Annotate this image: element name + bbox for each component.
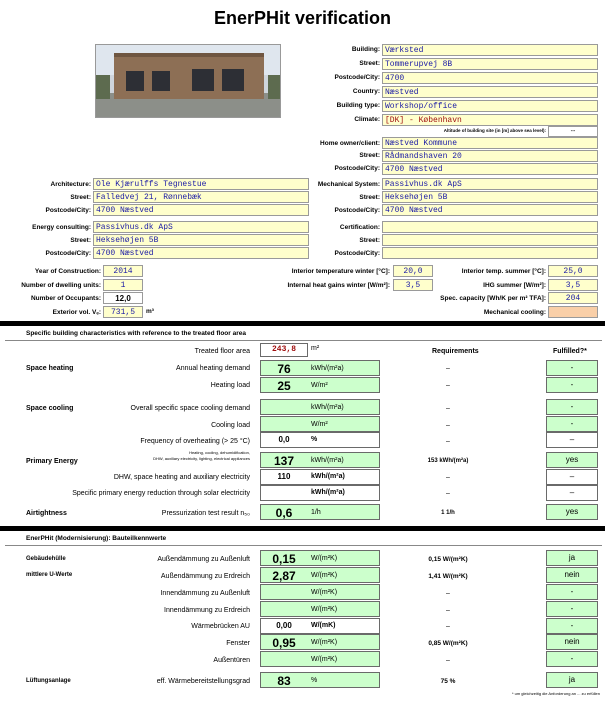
mech-postcode-label: Postcode/City: (334, 207, 380, 214)
aa-value: 0,15 (272, 552, 296, 566)
cooling-demand-unit: kWh/(m²a) (311, 404, 344, 411)
section-separator (0, 321, 605, 326)
solar-req: – (446, 490, 450, 497)
country-label: Country: (352, 88, 380, 95)
cert-postcode-field[interactable] (382, 247, 598, 259)
architecture-label: Architecture: (50, 181, 91, 188)
wrg-req: 75 % (440, 678, 456, 685)
dhw-box (260, 469, 380, 485)
primary-energy-req: 153 kWh/(m²a) (427, 458, 469, 464)
section2-title: EnerPHit (Modernisierung): Bauteilkennwerte (26, 535, 167, 542)
primary-energy-value: 137 (273, 454, 295, 468)
heating-load-req: – (446, 382, 450, 389)
ec-postcode-label: Postcode/City: (45, 250, 91, 257)
temp-winter-label: Interior temperature winter [°C]: (291, 268, 390, 275)
pressurization-value: 0,6 (275, 506, 293, 520)
heat-gains-field[interactable]: 3,5 (393, 279, 433, 291)
primary-energy-fulfilled: yes (546, 452, 598, 468)
ia-box (260, 584, 380, 600)
tfa-unit: m² (311, 345, 320, 352)
mechanical-label: Mechanical System: (317, 181, 380, 188)
owner-street-field[interactable]: Rådmandshaven 20 (382, 150, 598, 162)
gebaeudehuelle-category: Gebäudehülle (26, 556, 66, 562)
fe-fulfilled: nein (546, 634, 598, 650)
ae-box (260, 567, 380, 583)
space-heating-category: Space heating (26, 365, 74, 372)
country-field[interactable]: Næstved (382, 86, 598, 98)
arch-street-field[interactable]: Falledvej 21, Rønnebæk (93, 191, 309, 203)
overheating-box (260, 432, 380, 448)
aa-fulfilled: ja (546, 550, 598, 566)
occupants-field[interactable]: 12,0 (103, 292, 143, 304)
pressurization-unit: 1/h (311, 509, 321, 516)
wb-label: Wärmebrücken AU (191, 623, 250, 630)
temp-summer-label: Interior temp. summer [°C]: (461, 268, 546, 275)
heating-load-label: Heating load (210, 382, 250, 389)
cooling-demand-req: – (446, 405, 450, 412)
energy-consulting-field[interactable]: Passivhus.dk ApS (93, 221, 309, 233)
building-type-field[interactable]: Workshop/office (382, 100, 598, 112)
temp-summer-field[interactable]: 25,0 (548, 265, 598, 277)
ec-street-field[interactable]: Heksehøjen 5B (93, 234, 309, 246)
fe-unit: W/(m²K) (311, 639, 338, 646)
at-req: – (446, 657, 450, 664)
footnote: * um gleichzeitig die Anforderung an ... zu erfüllen (511, 691, 600, 696)
primary-energy-category: Primary Energy (26, 458, 78, 465)
mech-cooling-field[interactable] (548, 306, 598, 318)
ae-label: Außendämmung zu Erdreich (160, 573, 250, 580)
climate-field[interactable] (382, 114, 598, 126)
overheating-fulfilled: – (546, 432, 598, 448)
temp-winter-field[interactable]: 20,0 (393, 265, 433, 277)
ie-req: – (446, 607, 450, 614)
dhw-fulfilled: – (546, 469, 598, 485)
ae-req: 1,41 W/(m²K) (428, 573, 468, 580)
heat-gains-label: Internal heat gains winter [W/m²]: (287, 282, 390, 289)
ia-unit: W/(m²K) (311, 589, 338, 596)
fe-req: 0,85 W/(m²K) (428, 640, 468, 647)
wrg-value: 83 (277, 674, 291, 688)
wb-box (260, 618, 380, 634)
solar-label: Specific primary energy reduction through solar electricity (72, 490, 250, 497)
wrg-fulfilled: ja (546, 672, 598, 688)
dwellings-field[interactable]: 1 (103, 279, 143, 291)
mechanical-field[interactable]: Passivhus.dk ApS (382, 178, 598, 190)
cert-street-field[interactable] (382, 234, 598, 246)
heating-load-unit: W/m² (311, 382, 328, 389)
annual-heating-box (260, 360, 380, 376)
energy-consulting-label: Energy consulting: (32, 224, 91, 231)
space-cooling-category: Space cooling (26, 405, 74, 412)
postcode-label: Postcode/City: (334, 74, 380, 81)
volume-label: Exterior vol. Vₑ: (52, 309, 101, 316)
at-unit: W/(m²K) (311, 656, 338, 663)
solar-unit: kWh/(m²a) (311, 489, 345, 496)
dhw-req: – (446, 474, 450, 481)
primary-energy-box (260, 452, 380, 468)
spec-capacity-field[interactable]: 204 (548, 292, 598, 304)
wb-value: 0,00 (276, 621, 292, 630)
ihg-summer-field[interactable]: 3,5 (548, 279, 598, 291)
overheating-label: Frequency of overheating (> 25 °C) (140, 438, 250, 445)
building-photo (95, 44, 281, 118)
aa-unit: W/(m²K) (311, 555, 338, 562)
building-label: Building: (351, 46, 380, 53)
certification-field[interactable] (382, 221, 598, 233)
fe-box (260, 634, 380, 650)
aa-label: Außendämmung zu Außenluft (157, 556, 250, 563)
arch-street-label: Street: (70, 194, 91, 201)
requirements-header: Requirements (432, 348, 479, 355)
ie-unit: W/(m²K) (311, 606, 338, 613)
wrg-label: eff. Wärmebereitstellungsgrad (156, 678, 250, 685)
heating-load-box (260, 377, 380, 393)
dwellings-label: Number of dwelling units: (21, 282, 101, 289)
annual-heating-unit: kWh/(m²a) (311, 365, 344, 372)
climate-name: - København (409, 116, 462, 125)
at-box (260, 651, 380, 667)
pressurization-req: 1 1/h (441, 510, 455, 516)
wb-fulfilled: - (546, 618, 598, 634)
ae-unit: W/(m²K) (311, 572, 338, 579)
pressurization-box (260, 504, 380, 520)
arch-postcode-field[interactable]: 4700 Næstved (93, 204, 309, 216)
solar-fulfilled: – (546, 485, 598, 501)
primary-energy-unit: kWh/(m²a) (311, 457, 344, 464)
ie-box (260, 601, 380, 617)
divider (5, 340, 602, 341)
street-label: Street: (359, 60, 380, 67)
building-type-label: Building type: (336, 102, 380, 109)
fe-label: Fenster (226, 640, 250, 647)
climate-code: [DK] (385, 116, 405, 125)
postcode-field[interactable]: 4700 (382, 72, 598, 84)
cert-postcode-label: Postcode/City: (334, 250, 380, 257)
wrg-box (260, 672, 380, 688)
architecture-field[interactable]: Ole Kjærulffs Tegnestue (93, 178, 309, 190)
cooling-load-box (260, 416, 380, 432)
year-label: Year of Construction: (34, 268, 101, 275)
ae-fulfilled: nein (546, 567, 598, 583)
fe-value: 0,95 (272, 636, 296, 650)
ia-label: Innendämmung zu Außenluft (160, 590, 250, 597)
owner-postcode-label: Postcode/City: (334, 165, 380, 172)
altitude-label: Altitude of building site (in [m] above sea level): (443, 128, 546, 133)
cooling-load-unit: W/m² (311, 421, 328, 428)
aa-req: 0,15 W/(m²K) (428, 556, 468, 563)
wb-unit: W/(mK) (311, 622, 336, 629)
year-field[interactable]: 2014 (103, 265, 143, 277)
ie-fulfilled: - (546, 601, 598, 617)
mech-street-field[interactable]: Heksehøjen 5B (382, 191, 598, 203)
ec-postcode-field[interactable]: 4700 Næstved (93, 247, 309, 259)
spec-capacity-label: Spec. capacity [Wh/K per m² TFA]: (440, 295, 546, 302)
u-werte-category: mittlere U-Werte (26, 572, 73, 578)
mech-cooling-label: Mechanical cooling: (483, 309, 546, 316)
tfa-label: Treated floor area (194, 348, 250, 355)
owner-street-label: Street: (359, 152, 380, 159)
annual-heating-fulfilled: - (546, 360, 598, 376)
cooling-load-req: – (446, 422, 450, 429)
mech-postcode-field[interactable]: 4700 Næstved (382, 204, 598, 216)
volume-unit: m³ (146, 308, 154, 315)
fulfilled-header: Fulfilled?* (553, 348, 587, 355)
heating-load-fulfilled: - (546, 377, 598, 393)
at-label: Außentüren (213, 657, 250, 664)
ia-fulfilled: - (546, 584, 598, 600)
occupants-label: Number of Occupants: (30, 295, 101, 302)
solar-box (260, 485, 380, 501)
cooling-load-fulfilled: - (546, 416, 598, 432)
lueftung-category: Lüftungsanlage (26, 678, 71, 684)
cooling-demand-label: Overall specific space cooling demand (130, 405, 250, 412)
street-field[interactable]: Tommerupvej 8B (382, 58, 598, 70)
ae-value: 2,87 (272, 569, 296, 583)
dhw-unit: kWh/(m²a) (311, 473, 345, 480)
annual-heating-req: – (446, 365, 450, 372)
page-title: EnerPHit verification (213, 8, 392, 28)
pe-label-b: DHW, auxiliary electricity, lighting, electrical appliances (153, 456, 250, 461)
ihg-summer-label: IHG summer [W/m²]: (483, 282, 546, 289)
owner-postcode-field[interactable]: 4700 Næstved (382, 163, 598, 175)
divider (5, 545, 602, 546)
pressurization-fulfilled: yes (546, 504, 598, 520)
cooling-demand-box (260, 399, 380, 415)
climate-label: Climate: (354, 116, 380, 123)
cert-street-label: Street: (359, 237, 380, 244)
pressurization-label: Pressurization test result n₅₀ (161, 510, 250, 517)
tfa-field: 243,8 (260, 343, 308, 357)
dhw-label: DHW, space heating and auxiliary electricity (113, 474, 250, 481)
pe-label-a: Heating, cooling, dehumidification, (189, 450, 250, 455)
wrg-unit: % (311, 677, 318, 684)
owner-label: Home owner/client: (320, 140, 380, 147)
at-fulfilled: - (546, 651, 598, 667)
overheating-unit: % (311, 436, 318, 443)
annual-heating-label: Annual heating demand (176, 365, 250, 372)
owner-field[interactable]: Næstved Kommune (382, 137, 598, 149)
cooling-demand-fulfilled: - (546, 399, 598, 415)
wb-req: – (446, 623, 450, 630)
building-field[interactable]: Værksted (382, 44, 598, 56)
dhw-value: 110 (277, 472, 291, 481)
section1-title: Specific building characteristics with reference to the treated floor area (26, 330, 246, 337)
annual-heating-value: 76 (277, 362, 291, 376)
aa-box (260, 550, 380, 566)
section-separator (0, 526, 605, 531)
arch-postcode-label: Postcode/City: (45, 207, 91, 214)
overheating-req: – (446, 438, 450, 445)
altitude-field[interactable]: -- (548, 126, 598, 137)
heating-load-value: 25 (277, 379, 291, 393)
ia-req: – (446, 590, 450, 597)
volume-field[interactable]: 731,5 (103, 306, 143, 318)
overheating-value: 0,0 (278, 435, 290, 444)
cooling-load-label: Cooling load (211, 422, 250, 429)
mech-street-label: Street: (359, 194, 380, 201)
airtightness-category: Airtightness (26, 510, 67, 517)
certification-label: Certification: (339, 224, 380, 231)
ec-street-label: Street: (70, 237, 91, 244)
ie-label: Innendämmung zu Erdreich (164, 607, 250, 614)
